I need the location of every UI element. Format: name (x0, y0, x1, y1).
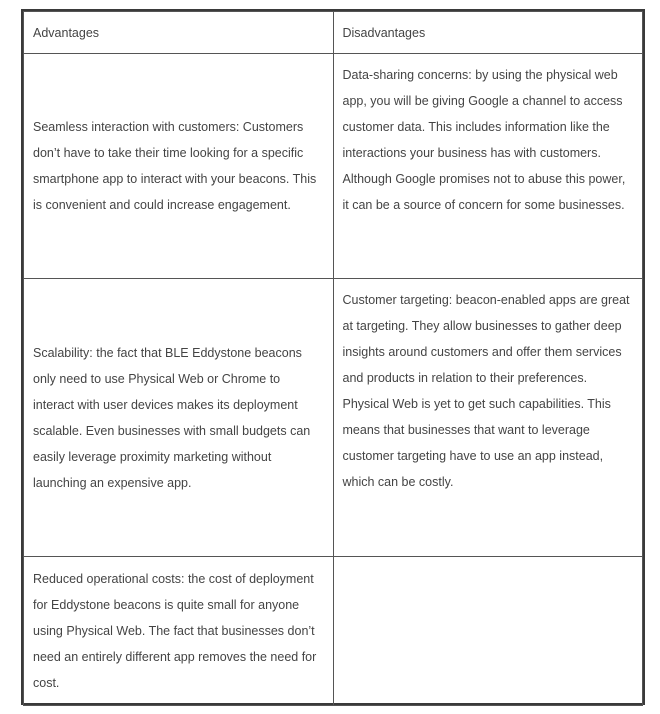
disadvantage-cell: Customer targeting: beacon-enabled apps are great at targeting. They allow businesses to gather deep insights around customers and offer them services and products in relation to their preferences. Physical Web is yet to get such capabilities. This means that businesses that want to leverage customer targeting have to use an app instead, which can be costly. (333, 279, 643, 557)
table-header-row (24, 12, 643, 54)
header-disadvantages: Disadvantages (333, 12, 643, 54)
disadvantage-cell (333, 557, 643, 706)
advantage-cell: Scalability: the fact that BLE Eddystone beacons only need to use Physical Web or Chrome to interact with user devices makes its deployment scalable. Even businesses with small budgets can easily leverage proximity marketing without launching an expensive app. (24, 279, 334, 557)
advantage-cell: Seamless interaction with customers: Customers don’t have to take their time looking for a specific smartphone app to interact with your beacons. This is convenient and could increase engagement. (24, 54, 334, 279)
table-row (24, 54, 643, 279)
comparison-table-container (21, 9, 645, 705)
advantages-disadvantages-table (23, 11, 643, 706)
advantage-cell: Reduced operational costs: the cost of deployment for Eddystone beacons is quite small for anyone using Physical Web. The fact that businesses don’t need an entirely different app removes the need for cost. (24, 557, 334, 706)
table-row (24, 279, 643, 557)
header-advantages: Advantages (24, 12, 334, 54)
disadvantage-cell: Data-sharing concerns: by using the physical web app, you will be giving Google a channel to access customer data. This includes information like the interactions your business has with customers. Although Google promises not to abuse this power, it can be a source of concern for some businesses. (333, 54, 643, 279)
table-row (24, 557, 643, 706)
